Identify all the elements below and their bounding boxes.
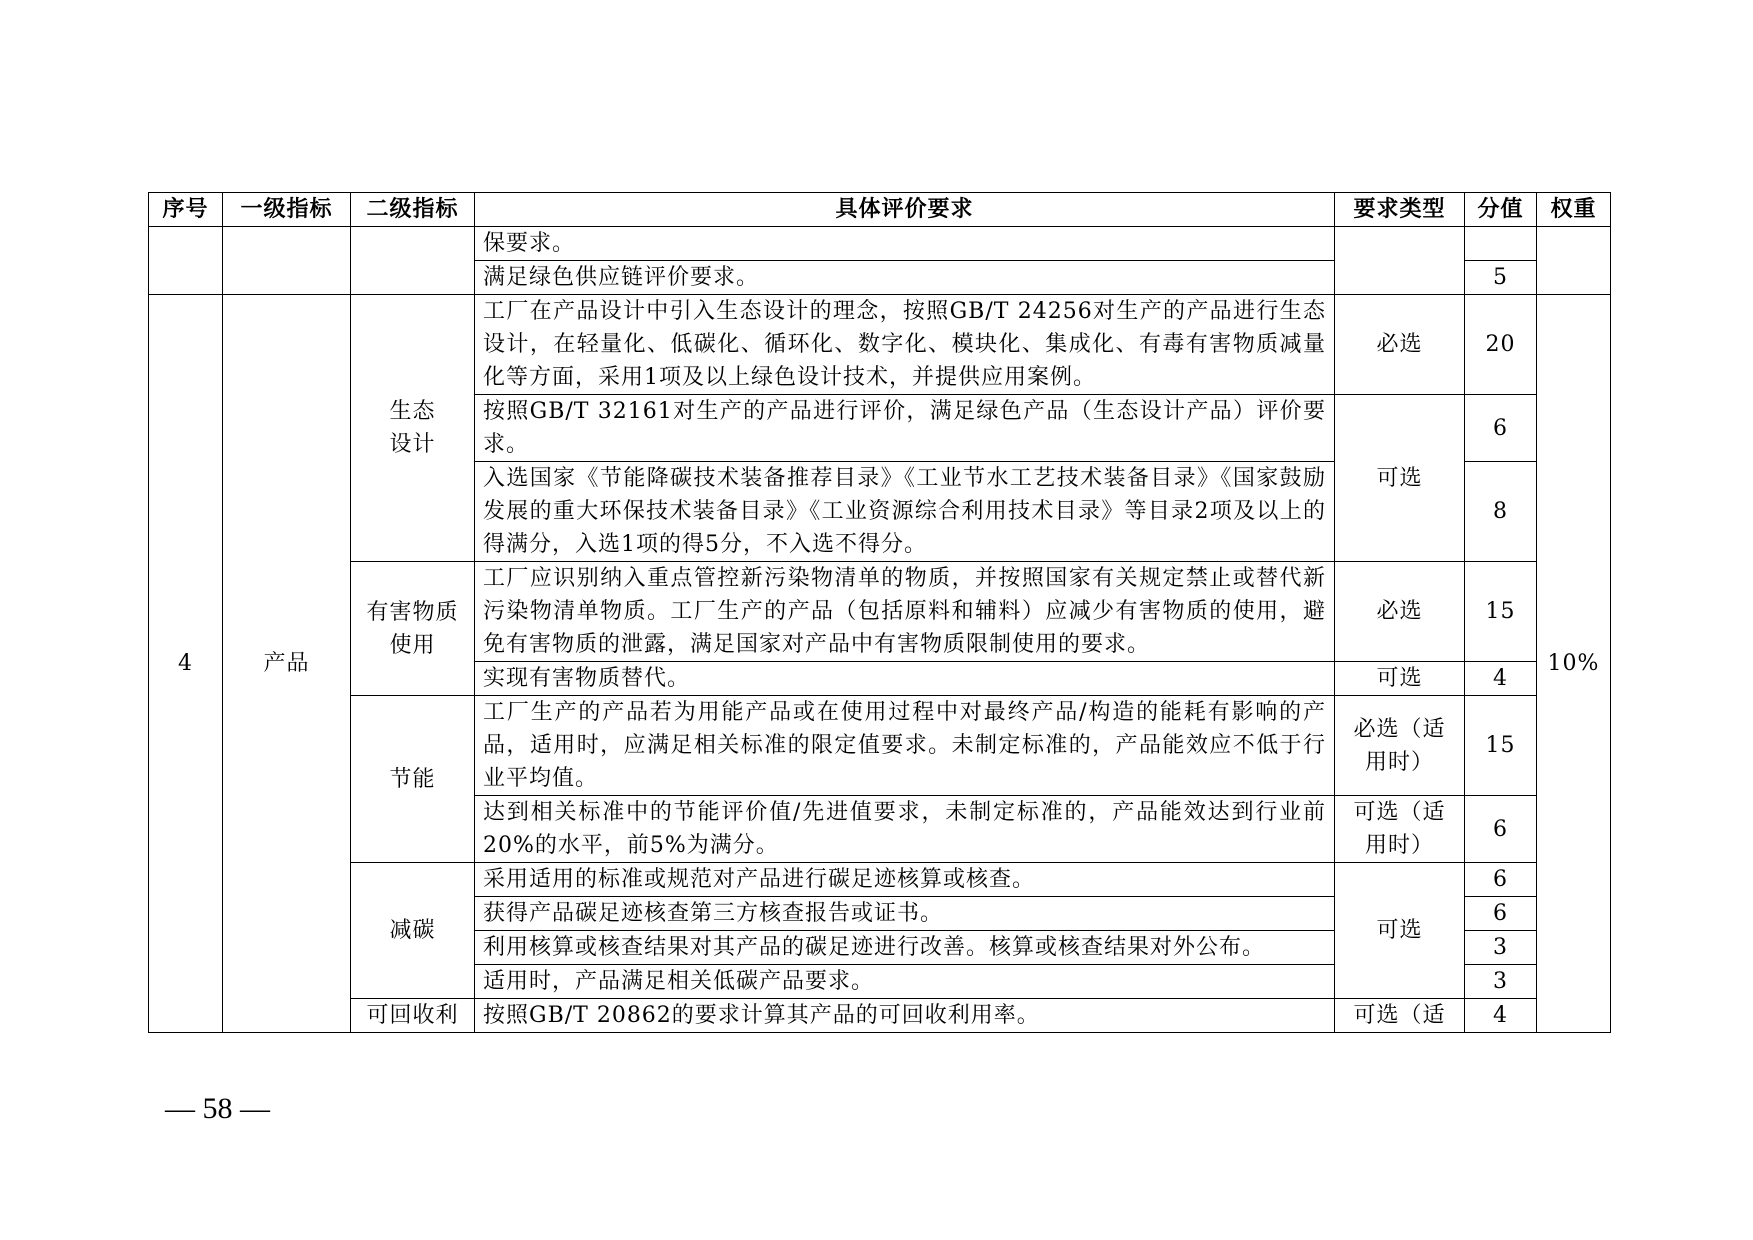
table-header-row <box>149 193 1611 227</box>
type-cell: 可选（适 <box>1335 999 1465 1033</box>
type-cell: 可选 <box>1335 662 1465 696</box>
table-row <box>149 562 1611 662</box>
requirement-cell: 按照GB/T 32161对生产的产品进行评价，满足绿色产品（生态设计产品）评价要求。 <box>475 395 1335 462</box>
score-cell <box>1465 227 1537 261</box>
header-score: 分值 <box>1465 193 1537 227</box>
requirement-cell: 工厂生产的产品若为用能产品或在使用过程中对最终产品/构造的能耗有影响的产品，适用时，应满足相关标准的限定值要求。未制定标准的，产品能效应不低于行业平均值。 <box>475 696 1335 796</box>
score-cell: 20 <box>1465 295 1537 395</box>
requirement-cell: 工厂应识别纳入重点管控新污染物清单的物质，并按照国家有关规定禁止或替代新污染物清单物质。工厂生产的产品（包括原料和辅料）应减少有害物质的使用，避免有害物质的泄露，满足国家对产品中有害物质限制使用的要求。 <box>475 562 1335 662</box>
score-cell: 6 <box>1465 796 1537 863</box>
header-requirement-type: 要求类型 <box>1335 193 1465 227</box>
secondary-eco-design: 生态 设计 <box>351 295 475 562</box>
score-cell: 15 <box>1465 562 1537 662</box>
score-cell: 6 <box>1465 863 1537 897</box>
primary-indicator-product: 产品 <box>223 295 351 1033</box>
table-row <box>149 863 1611 897</box>
primary-cell <box>223 227 351 295</box>
secondary-cell <box>351 227 475 295</box>
table-row <box>149 295 1611 395</box>
requirement-cell: 保要求。 <box>475 227 1335 261</box>
index-cell <box>149 227 223 295</box>
header-index: 序号 <box>149 193 223 227</box>
section-index: 4 <box>149 295 223 1033</box>
requirement-cell: 满足绿色供应链评价要求。 <box>475 261 1335 295</box>
secondary-hazardous: 有害物质 使用 <box>351 562 475 696</box>
type-cell: 可选 <box>1335 863 1465 999</box>
requirement-cell: 获得产品碳足迹核查第三方核查报告或证书。 <box>475 897 1335 931</box>
secondary-recycle: 可回收利 <box>351 999 475 1033</box>
requirement-cell: 利用核算或核查结果对其产品的碳足迹进行改善。核算或核查结果对外公布。 <box>475 931 1335 965</box>
score-cell: 3 <box>1465 965 1537 999</box>
table-row <box>149 696 1611 796</box>
header-weight: 权重 <box>1537 193 1611 227</box>
score-cell: 8 <box>1465 462 1537 562</box>
requirement-cell: 入选国家《节能降碳技术装备推荐目录》《工业节水工艺技术装备目录》《国家鼓励发展的重大环保技术装备目录》《工业资源综合利用技术目录》等目录2项及以上的得满分，入选1项的得5分，不入选不得分。 <box>475 462 1335 562</box>
requirement-cell: 按照GB/T 20862的要求计算其产品的可回收利用率。 <box>475 999 1335 1033</box>
weight-cell <box>1537 227 1611 295</box>
score-cell: 5 <box>1465 261 1537 295</box>
type-cell: 可选（适 用时） <box>1335 796 1465 863</box>
score-cell: 4 <box>1465 662 1537 696</box>
score-cell: 6 <box>1465 897 1537 931</box>
requirement-cell: 工厂在产品设计中引入生态设计的理念，按照GB/T 24256对生产的产品进行生态设计，在轻量化、低碳化、循环化、数字化、模块化、集成化、有毒有害物质减量化等方面，采用1项及以上绿色设计技术，并提供应用案例。 <box>475 295 1335 395</box>
header-requirements: 具体评价要求 <box>475 193 1335 227</box>
requirement-cell: 适用时，产品满足相关低碳产品要求。 <box>475 965 1335 999</box>
score-cell: 4 <box>1465 999 1537 1033</box>
requirement-cell: 采用适用的标准或规范对产品进行碳足迹核算或核查。 <box>475 863 1335 897</box>
table-row <box>149 227 1611 261</box>
header-primary-indicator: 一级指标 <box>223 193 351 227</box>
type-cell: 可选 <box>1335 395 1465 562</box>
type-cell <box>1335 227 1465 295</box>
type-cell: 必选 <box>1335 295 1465 395</box>
secondary-energy: 节能 <box>351 696 475 863</box>
score-cell: 15 <box>1465 696 1537 796</box>
table-row <box>149 999 1611 1033</box>
page-number: — 58 — <box>165 1092 270 1125</box>
evaluation-table <box>148 192 1611 1033</box>
type-cell: 必选 <box>1335 562 1465 662</box>
score-cell: 3 <box>1465 931 1537 965</box>
secondary-carbon: 减碳 <box>351 863 475 999</box>
type-cell: 必选（适 用时） <box>1335 696 1465 796</box>
requirement-cell: 实现有害物质替代。 <box>475 662 1335 696</box>
section-weight: 10% <box>1537 295 1611 1033</box>
score-cell: 6 <box>1465 395 1537 462</box>
requirement-cell: 达到相关标准中的节能评价值/先进值要求，未制定标准的，产品能效达到行业前20%的水平，前5%为满分。 <box>475 796 1335 863</box>
header-secondary-indicator: 二级指标 <box>351 193 475 227</box>
